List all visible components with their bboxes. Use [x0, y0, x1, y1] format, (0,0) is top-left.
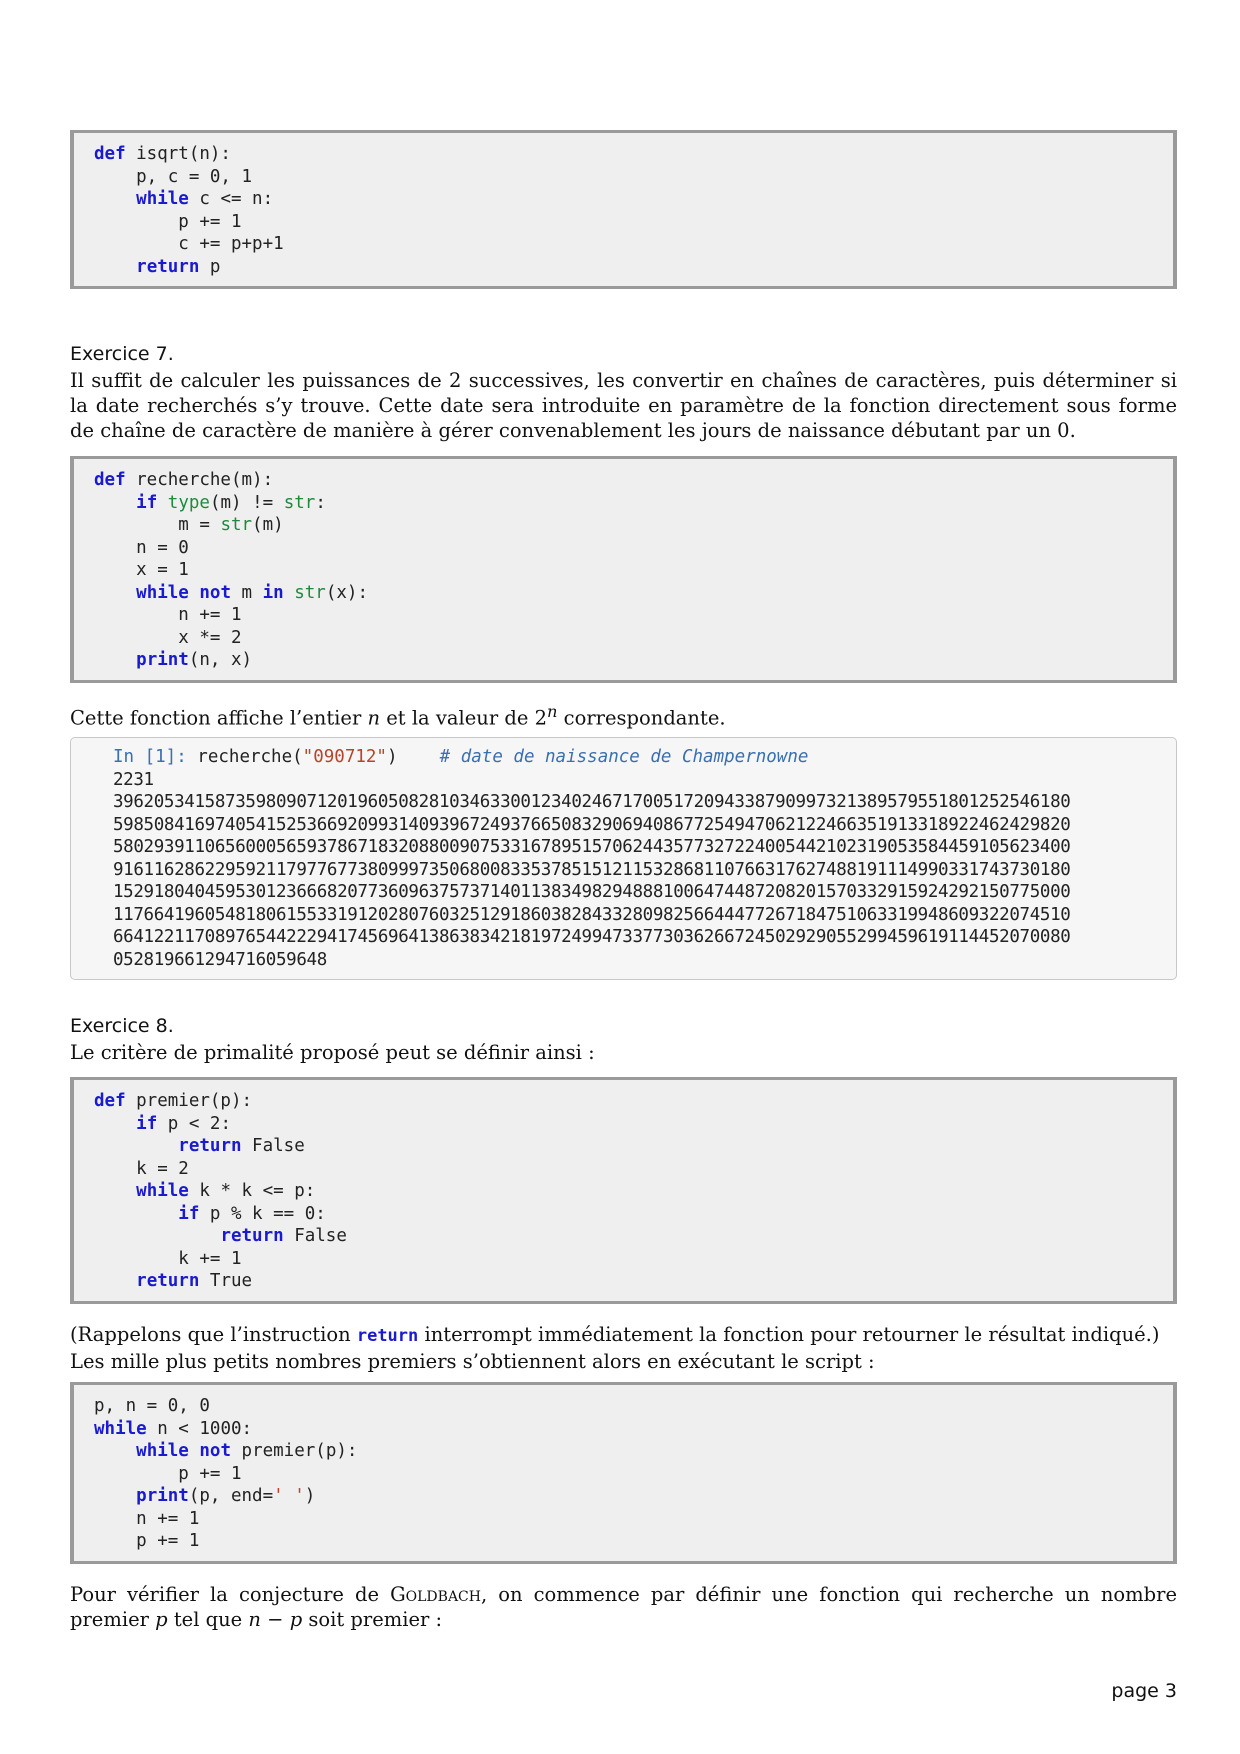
input-prompt: In [1]:	[113, 747, 187, 767]
page-number: page 3	[1111, 1680, 1177, 1702]
exercise-7-text: Il suffit de calculer les puissances de 2 successives, les convertir en chaînes de caractères, puis déterminer si la date recherchés s’y trouve. Cette date sera introduite en paramètre de la fonction directement sous forme de chaîne de caractère de manière à gérer convenablement les jours de naissance débutant par un 0.	[70, 369, 1177, 442]
code-comment: # date de naissance de Champernowne	[439, 747, 809, 767]
code-block-premier: def premier(p): if p < 2: return False k = 2 while k * k <= p: if p % k == 0: return False k += 1 return True	[70, 1077, 1177, 1304]
recherche-explanation: Cette fonction affiche l’entier n et la valeur de 2$^n$ correspondante.	[70, 702, 726, 730]
premier-explanation: (Rappelons que l’instruction return interrompt immédiatement la fonction pour retourner le résultat indiqué.) Les mille plus petits nombres premiers s’obtiennent alors en exécutant le script :	[70, 1323, 1160, 1373]
exercise-8-heading: Exercice 8.	[70, 1015, 174, 1037]
exercise-8-text: Le critère de primalité proposé peut se définir ainsi :	[70, 1041, 595, 1064]
ipython-cell: In [1]: recherche("090712") # date de naissance de Champernowne 2231 3962053415873598090712019605082810346330012340246717005172094338790997321389579551801252546180 5985084169740541525366920993140939672493766508329069408677254947062122466351913318922462429820 5802939110656000565937867183208800907533167895157062443577327224005442102319053584459105623400 9161162862295921179776773809997350680083353785151211532868110766317627488191114990331743730180 1529180404595301236668207736096375737140113834982948881006474487208201570332915924292150775000 1176641960548180615533191202807603251291860382843328098256644477267184751063319948609322074510 6641221170897654422294174569641386383421819724994733773036266724502929055299459619114452070080 052819661294716059648	[70, 737, 1177, 980]
code-block-recherche: def recherche(m): if type(m) != str: m = str(m) n = 0 x = 1 while not m in str(x): n += 1 x *= 2 print(n, x)	[70, 456, 1177, 683]
code-block-script: p, n = 0, 0 while n < 1000: while not premier(p): p += 1 print(p, end=' ') n += 1 p += 1	[70, 1382, 1177, 1564]
cell-output: 2231 3962053415873598090712019605082810346330012340246717005172094338790997321389579551801252546180 5985084169740541525366920993140939672493766508329069408677254947062122466351913318922462429820 5802939110656000565937867183208800907533167895157062443577327224005442102319053584459105623400 9161162862295921179776773809997350680083353785151211532868110766317627488191114990331743730180 1529180404595301236668207736096375737140113834982948881006474487208201570332915924292150775000 1176641960548180615533191202807603251291860382843328098256644477267184751063319948609322074510 6641221170897654422294174569641386383421819724994733773036266724502929055299459619114452070080 052819661294716059648	[113, 769, 1071, 970]
goldbach-paragraph: Pour vérifier la conjecture de Goldbach, on commence par définir une fonction qui recherche un nombre premier p tel que n − p soit premier :	[70, 1583, 1178, 1631]
exercise-7-heading: Exercice 7.	[70, 343, 174, 365]
code-block-isqrt: def isqrt(n): p, c = 0, 1 while c <= n: p += 1 c += p+p+1 return p	[70, 130, 1177, 289]
